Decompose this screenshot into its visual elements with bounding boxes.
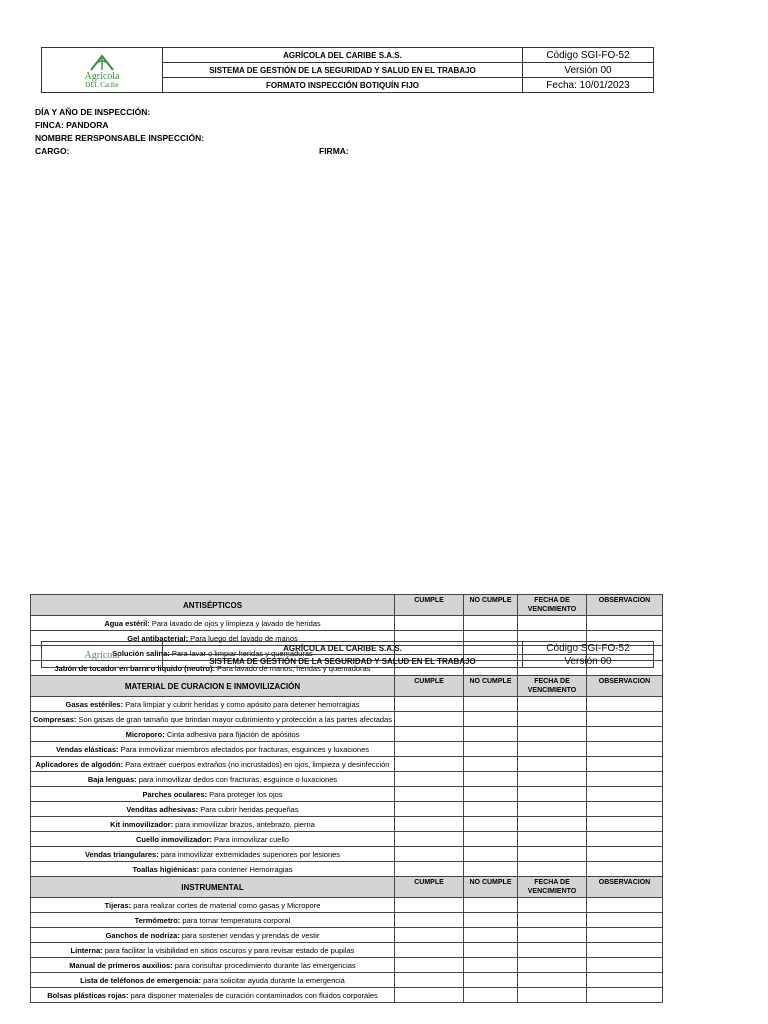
observation-cell[interactable] [587,727,663,742]
expiry-date-cell[interactable] [518,958,587,973]
item-name: Gasas estériles: [65,699,124,709]
cumple-cell[interactable] [395,832,464,847]
document-header [41,47,654,93]
no-cumple-cell[interactable] [464,742,518,757]
item-purpose: para disponer materiales de curación contaminados con fluidos corporales [128,990,378,1000]
table-row [31,697,663,712]
overlay-logo [42,642,163,668]
cumple-cell[interactable] [395,988,464,1003]
expiry-date-cell[interactable] [518,913,587,928]
item-purpose: para realizar cortes de material como gasas y Micropore [131,900,321,910]
item-description [31,832,395,847]
no-cumple-cell[interactable] [464,802,518,817]
no-cumple-cell[interactable] [464,847,518,862]
item-purpose: Cinta adhesiva para fijación de apósitos [164,729,300,739]
company-logo [42,48,163,93]
table-row [31,757,663,772]
item-purpose: para facilitar la visibilidad en sitios oscuros y para revisar estado de pupilas [102,945,355,955]
table-row [31,742,663,757]
item-name: Termómetro: [134,915,181,925]
overlay-logo-name: Agricola [84,649,120,661]
expiry-date-cell[interactable] [518,943,587,958]
item-name: Microporo: [125,729,165,739]
item-description [31,802,395,817]
table-row [31,943,663,958]
item-name: Cuello inmovilizador: [136,834,212,844]
cumple-cell[interactable] [395,862,464,877]
info-responsible: NOMBRE RERSPONSABLE INSPECCIÓN: [35,133,205,143]
item-purpose: Para proteger los ojos [207,789,283,799]
info-day-year: DÍA Y AÑO DE INSPECCIÓN: [35,107,151,117]
cumple-cell[interactable] [395,928,464,943]
item-name: Aplicadores de algodón: [35,759,124,769]
item-purpose: Para luego del lavado de manos [188,633,298,643]
item-name: Parches oculares: [142,789,208,799]
expiry-date-cell[interactable] [518,757,587,772]
document-date: Fecha: 10/01/2023 [523,78,654,93]
no-cumple-cell[interactable] [464,727,518,742]
document-version: Versión 00 [523,63,654,78]
cumple-cell[interactable] [395,616,464,631]
no-cumple-cell[interactable] [464,712,518,727]
column-cumple: CUMPLE [395,676,464,697]
cumple-cell[interactable] [395,742,464,757]
item-name: Venditas adhesivas: [126,804,199,814]
cumple-cell[interactable] [395,727,464,742]
cumple-cell[interactable] [395,958,464,973]
item-purpose: para inmovilizar dedos con fracturas, esguince o luxaciones [136,774,338,784]
cumple-cell[interactable] [395,898,464,913]
cumple-cell[interactable] [395,787,464,802]
expiry-date-cell[interactable] [518,988,587,1003]
table-row [31,817,663,832]
expiry-date-cell[interactable] [518,787,587,802]
inspection-info [35,106,349,158]
item-name: Kit inmovilizador: [110,819,174,829]
cumple-cell[interactable] [395,943,464,958]
document-code: Código SGI-FO-52 [523,48,654,63]
cumple-cell[interactable] [395,802,464,817]
table-row [31,898,663,913]
item-purpose: para inmovilizar extremidades superiores por lesiones [158,849,341,859]
no-cumple-cell[interactable] [464,898,518,913]
item-description [31,958,395,973]
no-cumple-cell[interactable] [464,787,518,802]
table-row [31,958,663,973]
no-cumple-cell[interactable] [464,817,518,832]
column-no-cumple: NO CUMPLE [464,595,518,616]
item-description [31,616,395,631]
observation-cell[interactable] [587,862,663,877]
item-name: Vendas elásticas: [55,744,119,754]
observation-cell[interactable] [587,958,663,973]
item-purpose: para tomar temperatura corporal [180,915,291,925]
observation-cell[interactable] [587,832,663,847]
item-description [31,928,395,943]
observation-cell[interactable] [587,913,663,928]
observation-cell[interactable] [587,943,663,958]
observation-cell[interactable] [587,697,663,712]
item-description [31,712,395,727]
section-title: INSTRUMENTAL [31,877,395,898]
observation-cell[interactable] [587,757,663,772]
observation-cell[interactable] [587,802,663,817]
observation-cell[interactable] [587,772,663,787]
table-row [31,802,663,817]
item-description [31,847,395,862]
item-description [31,757,395,772]
item-purpose: Para extraer cuerpos extraños (no incrustados) en ojos, limpieza y desinfección [123,759,390,769]
cumple-cell[interactable] [395,847,464,862]
item-purpose: Son gasas de gran tamaño que brindan mayor cubrimiento y protección a las partes afectadas [76,714,392,724]
overlay-company-name: AGRÍCOLA DEL CARIBE S.A.S. [163,642,523,655]
cumple-cell[interactable] [395,772,464,787]
no-cumple-cell[interactable] [464,973,518,988]
item-purpose: para contener Hemorragias [199,864,293,874]
no-cumple-cell[interactable] [464,772,518,787]
info-farm: FINCA: PANDORA [35,120,109,130]
column-fecha-vencimiento: FECHA DE VENCIMIENTO [518,595,587,616]
expiry-date-cell[interactable] [518,727,587,742]
no-cumple-cell[interactable] [464,928,518,943]
overlay-system-name: SISTEMA DE GESTIÓN DE LA SEGURIDAD Y SALUD EN EL TRABAJO [163,655,523,668]
observation-cell[interactable] [587,616,663,631]
observation-cell[interactable] [587,988,663,1003]
item-purpose: para sostener vendas y prendas de vestir [179,930,320,940]
item-description [31,697,395,712]
item-purpose: Para limpiar y cubrir heridas y como apósito para detener hemorragias [123,699,360,709]
overlay-document-code: Código SGI-FO-52 [523,642,654,655]
column-observacion: OBSERVACION [587,595,663,616]
item-description [31,817,395,832]
logo-name: Agricola [84,70,120,82]
column-no-cumple: NO CUMPLE [464,877,518,898]
section-header-row [31,595,663,616]
expiry-date-cell[interactable] [518,928,587,943]
item-name: Jabón de tocador en barra o liquido (neutro): [54,663,215,673]
cumple-cell[interactable] [395,973,464,988]
item-description [31,862,395,877]
item-description [31,772,395,787]
expiry-date-cell[interactable] [518,817,587,832]
table-row [31,712,663,727]
no-cumple-cell[interactable] [464,697,518,712]
no-cumple-cell[interactable] [464,943,518,958]
table-row [31,616,663,631]
item-description [31,727,395,742]
item-name: Solución salina: [112,648,170,658]
palm-tree-icon [85,52,119,72]
table-row [31,832,663,847]
no-cumple-cell[interactable] [464,988,518,1003]
no-cumple-cell[interactable] [464,958,518,973]
item-description [31,742,395,757]
item-purpose: Para inmovilizar miembros afectados por fracturas, esguinces y luxaciones [118,744,370,754]
section-title: MATERIAL DE CURACION E INMOVILIZACIÓN [31,676,395,697]
expiry-date-cell[interactable] [518,862,587,877]
cumple-cell[interactable] [395,817,464,832]
info-signature: FIRMA: [319,146,349,156]
overlay-document-version: Versión 00 [523,655,654,668]
no-cumple-cell[interactable] [464,913,518,928]
info-position: CARGO: [35,146,70,156]
expiry-date-cell[interactable] [518,898,587,913]
expiry-date-cell[interactable] [518,616,587,631]
item-purpose: Para inmovilizar cuello [211,834,289,844]
cumple-cell[interactable] [395,913,464,928]
item-description [31,973,395,988]
column-observacion: OBSERVACION [587,877,663,898]
item-purpose: Para lavar o limpiar heridas y quemaduras [169,648,313,658]
item-description [31,943,395,958]
item-purpose: Para cubrir heridas pequeñas [198,804,299,814]
table-row [31,862,663,877]
item-description [31,988,395,1003]
expiry-date-cell[interactable] [518,712,587,727]
column-observacion: OBSERVACION [587,676,663,697]
column-fecha-vencimiento: FECHA DE VENCIMIENTO [518,676,587,697]
observation-cell[interactable] [587,928,663,943]
table-row [31,928,663,943]
observation-cell[interactable] [587,787,663,802]
column-cumple: CUMPLE [395,595,464,616]
table-row [31,787,663,802]
expiry-date-cell[interactable] [518,742,587,757]
expiry-date-cell[interactable] [518,832,587,847]
table-row [31,988,663,1003]
expiry-date-cell[interactable] [518,973,587,988]
item-name: Gel antibacterial: [127,633,189,643]
item-name: Agua estéril: [104,618,150,628]
cumple-cell[interactable] [395,697,464,712]
cumple-cell[interactable] [395,757,464,772]
observation-cell[interactable] [587,973,663,988]
table-row [31,727,663,742]
item-name: Lista de teléfonos de emergencia: [80,975,202,985]
table-row [31,913,663,928]
item-purpose: Para lavado de manos, heridas y quemaduras [214,663,371,673]
logo-subtitle: DEL Caribe [85,80,119,89]
expiry-date-cell[interactable] [518,847,587,862]
table-row [31,772,663,787]
expiry-date-cell[interactable] [518,802,587,817]
item-purpose: para consultar procedimiento durante las emergencias [172,960,356,970]
table-row [31,973,663,988]
no-cumple-cell[interactable] [464,616,518,631]
no-cumple-cell[interactable] [464,757,518,772]
no-cumple-cell[interactable] [464,832,518,847]
section-header-row [31,676,663,697]
item-description [31,787,395,802]
table-row [31,847,663,862]
observation-cell[interactable] [587,712,663,727]
item-purpose: para inmovilizar brazos, antebrazo, pierna [173,819,315,829]
observation-cell[interactable] [587,898,663,913]
item-purpose: para solicitar ayuda durante la emergencia [201,975,345,985]
format-name: FORMATO INSPECCIÓN BOTIQUÍN FIJO [163,78,523,93]
item-name: Bolsas plásticas rojas: [47,990,129,1000]
no-cumple-cell[interactable] [464,862,518,877]
item-description [31,913,395,928]
expiry-date-cell[interactable] [518,697,587,712]
item-name: Baja lenguas: [87,774,137,784]
item-name: Tijeras: [104,900,132,910]
column-cumple: CUMPLE [395,877,464,898]
system-name: SISTEMA DE GESTIÓN DE LA SEGURIDAD Y SALUD EN EL TRABAJO [163,63,523,78]
overlapping-header [41,641,654,668]
item-name: Ganchos de nodriza: [105,930,180,940]
item-name: Vendas triangulares: [84,849,159,859]
item-name: Toallas higiénicas: [132,864,200,874]
column-fecha-vencimiento: FECHA DE VENCIMIENTO [518,877,587,898]
item-name: Compresas: [33,714,77,724]
info-position-row [35,145,349,158]
observation-cell[interactable] [587,742,663,757]
expiry-date-cell[interactable] [518,772,587,787]
item-purpose: Para lavado de ojos y limpieza y lavado de heridas [149,618,321,628]
column-no-cumple: NO CUMPLE [464,676,518,697]
item-description [31,898,395,913]
company-name: AGRÍCOLA DEL CARIBE S.A.S. [163,48,523,63]
section-title: ANTISÉPTICOS [31,595,395,616]
item-name: Manual de primeros auxilios: [69,960,173,970]
cumple-cell[interactable] [395,712,464,727]
observation-cell[interactable] [587,847,663,862]
item-name: Linterna: [70,945,103,955]
section-header-row [31,877,663,898]
observation-cell[interactable] [587,817,663,832]
